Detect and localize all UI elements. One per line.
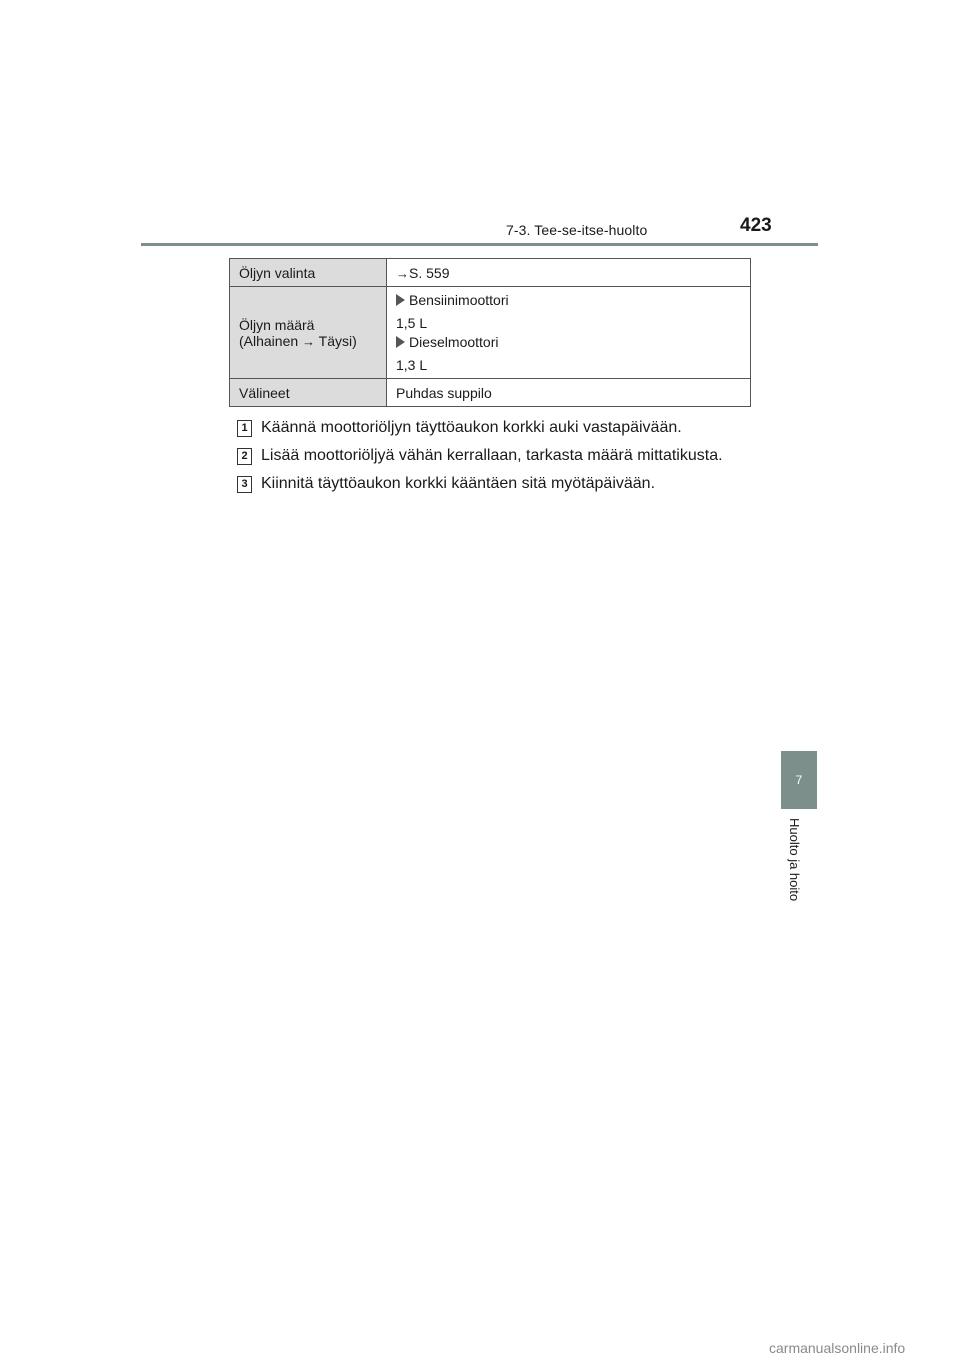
step-text: Lisää moottoriöljyä vähän kerrallaan, tarkasta määrä mittatikusta. — [261, 447, 723, 464]
step-item — [237, 442, 723, 470]
oil-amount-label-line1: Öljyn määrä — [239, 316, 315, 333]
section-title: 7-3. Tee-se-itse-huolto — [506, 222, 648, 238]
triangle-bullet-icon — [396, 294, 405, 306]
oil-type-page-ref[interactable]: S. 559 — [409, 264, 450, 281]
petrol-engine-heading: Bensiinimoottori — [396, 292, 741, 308]
petrol-engine-amount: 1,5 L — [396, 315, 428, 331]
step-number-badge: 3 — [237, 476, 252, 493]
page-number: 423 — [740, 215, 772, 236]
step-text: Kiinnitä täyttöaukon korkki kääntäen sitä myötäpäivään. — [261, 475, 656, 492]
oil-type-value[interactable] — [387, 259, 751, 287]
step-item — [237, 470, 723, 498]
watermark: carmanualsonline.info — [769, 1340, 906, 1356]
oil-amount-label-line2: (Alhainen → Täysi) — [239, 332, 357, 349]
step-text: Käännä moottoriöljyn täyttöaukon korkki auki vastapäivään. — [261, 419, 682, 436]
diesel-engine-heading: Dieselmoottori — [396, 334, 741, 350]
table-row — [230, 287, 751, 379]
step-list — [237, 414, 723, 498]
oil-spec-table — [229, 258, 751, 407]
table-row — [230, 379, 751, 407]
step-number-badge: 1 — [237, 420, 252, 437]
chapter-title: Huolto ja hoito — [787, 818, 802, 902]
oil-amount-value — [387, 287, 751, 379]
triangle-bullet-icon — [396, 336, 405, 348]
step-item — [237, 414, 723, 442]
arrow-right-icon: → — [396, 265, 409, 281]
tools-label: Välineet — [230, 379, 387, 407]
oil-amount-label — [230, 287, 387, 379]
arrow-right-icon: → — [302, 333, 316, 349]
oil-type-label: Öljyn valinta — [230, 259, 387, 287]
diesel-engine-amount: 1,3 L — [396, 357, 428, 373]
table-row — [230, 259, 751, 287]
chapter-tab[interactable]: 7 — [781, 751, 817, 809]
step-number-badge: 2 — [237, 448, 252, 465]
header-rule — [141, 243, 818, 246]
tools-value: Puhdas suppilo — [387, 379, 751, 407]
